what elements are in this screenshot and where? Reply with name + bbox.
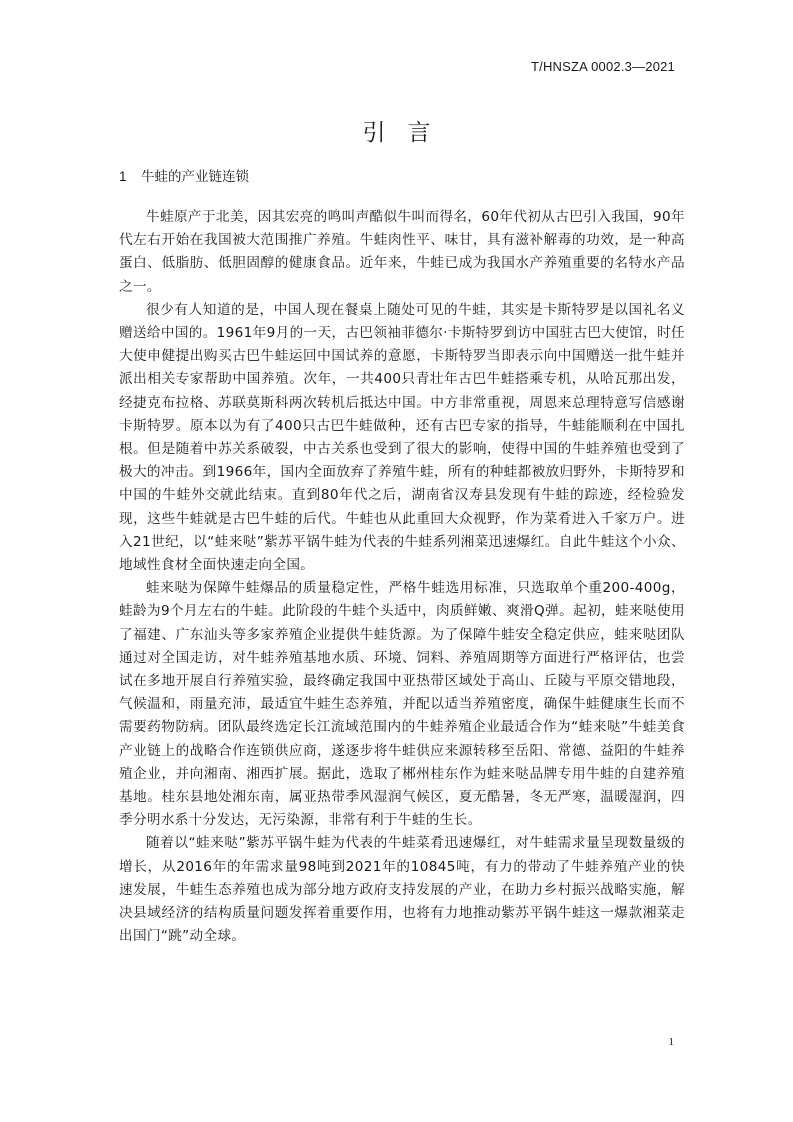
section-heading	[119, 165, 249, 185]
section-number: 1	[119, 169, 127, 184]
paragraph: 很少有人知道的是，中国人现在餐桌上随处可见的牛蛙，其实是卡斯特罗是以国礼名义赠送给中国的。1961年9月的一天，古巴领袖菲德尔·卡斯特罗到访中国驻古巴大使馆，时任大使申健提出购买古巴牛蛙运回中国试养的意愿，卡斯特罗当即表示向中国赠送一批牛蛙并派出相关专家帮助中国养殖。次年，一共400只青壮年古巴牛蛙搭乘专机，从哈瓦那出发，经捷克布拉格、苏联莫斯科两次转机后抵达中国。中方非常重视，周恩来总理特意写信感谢卡斯特罗。原本以为有了400只古巴牛蛙做种，还有古巴专家的指导，牛蛙能顺利在中国扎根。但是随着中苏关系破裂，中古关系也受到了很大的影响，使得中国的牛蛙养殖也受到了极大的冲击。到1966年，国内全面放弃了养殖牛蛙，所有的种蛙都被放归野外，卡斯特罗和中国的牛蛙外交就此结束。直到80年代之后，湖南省汉寿县发现有牛蛙的踪迹，经检验发现，这些牛蛙就是古巴牛蛙的后代。牛蛙也从此重回大众视野，作为菜肴进入千家万户。进入21世纪，以“蛙来哒”紫苏平锅牛蛙为代表的牛蛙系列湘菜迅速爆红。自此牛蛙这个小众、地域性食材全面快速走向全国。	[119, 301, 685, 574]
standard-number: T/HNSZA 0002.3—2021	[531, 59, 675, 74]
section-heading-text: 牛蛙的产业链连锁	[141, 169, 249, 185]
page-number: 1	[668, 1036, 674, 1048]
body-text	[119, 206, 685, 949]
paragraph: 随着以“蛙来哒”紫苏平锅牛蛙为代表的牛蛙菜肴迅速爆红，对牛蛙需求量呈现数量级的增长，从2016年的年需求量98吨到2021年的10845吨，有力的带动了牛蛙养殖产业的快速发展，牛蛙生态养殖也成为部分地方政府支持发展的产业，在助力乡村振兴战略实施，解决县域经济的结构质量问题发挥着重要作用，也将有力地推动紫苏平锅牛蛙这一爆款湘菜走出国门“跳”动全球。	[119, 835, 685, 945]
page-title: 引言	[362, 120, 453, 146]
paragraph: 牛蛙原产于北美，因其宏亮的鸣叫声酷似牛叫而得名，60年代初从古巴引入我国，90年代左右开始在我国被大范围推广养殖。牛蛙肉性平、味甘，具有滋补解毒的功效，是一种高蛋白、低脂肪、低胆固醇的健康食品。近年来，牛蛙已成为我国水产养殖重要的名特水产品之一。	[119, 209, 685, 295]
paragraph: 蛙来哒为保障牛蛙爆品的质量稳定性，严格牛蛙选用标准，只选取单个重200-400g，蛙龄为9个月左右的牛蛙。此阶段的牛蛙个头适中，肉质鲜嫩、爽滑Q弹。起初，蛙来哒使用了福建、广东汕头等多家养殖企业提供牛蛙货源。为了保障牛蛙安全稳定供应，蛙来哒团队通过对全国走访，对牛蛙养殖基地水质、环境、饲料、养殖周期等方面进行严格评估，也尝试在多地开展自行养殖实验，最终确定我国中亚热带区域处于高山、丘陵与平原交错地段，气候温和，雨量充沛，最适宜牛蛙生态养殖，并配以适当养殖密度，确保牛蛙健康生长而不需要药物防病。团队最终选定长江流域范围内的牛蛙养殖企业最适合作为“蛙来哒”牛蛙美食产业链上的战略合作连锁供应商，遂逐步将牛蛙供应来源转移至岳阳、常德、益阳的牛蛙养殖企业，并向湘南、湘西扩展。据此，选取了郴州桂东作为蛙来哒品牌专用牛蛙的自建养殖基地。桂东县地处湘东南，属亚热带季风湿润气候区，夏无酷暑，冬无严寒，温暖湿润，四季分明水系十分发达，无污染源，非常有利于牛蛙的生长。	[119, 580, 685, 829]
